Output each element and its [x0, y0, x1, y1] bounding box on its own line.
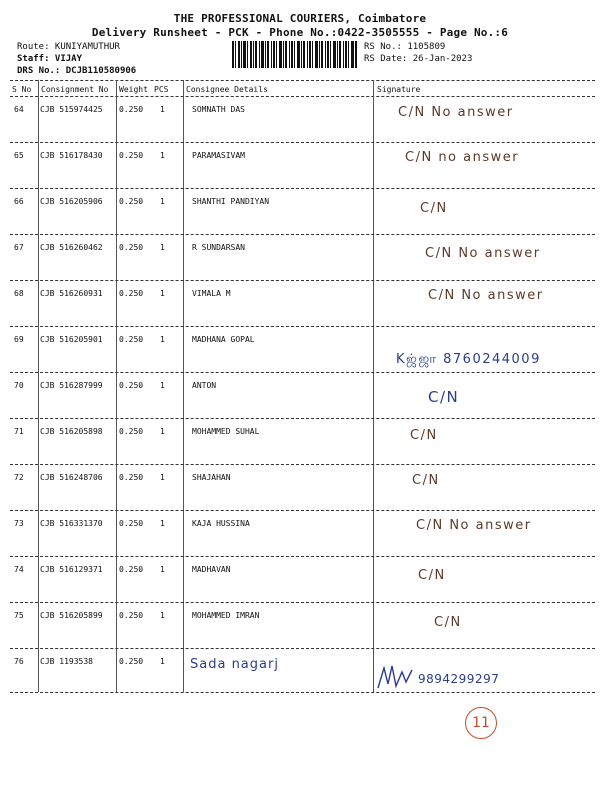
- pcs: 1: [160, 243, 165, 252]
- column-divider: [38, 80, 39, 692]
- rs-date: RS Date: 26-Jan-2023: [364, 54, 473, 64]
- pcs: 1: [160, 611, 165, 620]
- pcs: 1: [160, 427, 165, 436]
- consignment-no: CJB 515974425: [40, 105, 103, 114]
- consignment-no: CJB 516205901: [40, 335, 103, 344]
- signature-handwriting: C/N: [428, 388, 460, 406]
- column-divider: [373, 80, 374, 692]
- runsheet-subtitle: Delivery Runsheet - PCK - Phone No.:0422-3505555 - Page No.:6: [91, 26, 509, 39]
- consignee: MOHAMMED SUHAL: [192, 427, 260, 436]
- consignment-no: CJB 516129371: [40, 565, 103, 574]
- row-divider: [10, 280, 595, 281]
- col-header-sno: S No: [12, 85, 32, 94]
- weight: 0.250: [119, 335, 144, 344]
- row-divider: [10, 510, 595, 511]
- consignee: VIMALA M: [192, 289, 231, 298]
- consignee: SHANTHI PANDIYAN: [192, 197, 270, 206]
- consignment-no: CJB 516178430: [40, 151, 103, 160]
- consignment-no: CJB 516260931: [40, 289, 103, 298]
- weight: 0.250: [119, 473, 144, 482]
- consignee: ANTON: [192, 381, 217, 390]
- drs-label: DRS No.: DCJB110580906: [17, 66, 137, 76]
- sno: 66: [14, 197, 24, 206]
- signature-scribble: [376, 662, 416, 692]
- row-divider: [10, 188, 595, 189]
- staff-label: Staff: VIJAY: [17, 54, 83, 64]
- pcs: 1: [160, 519, 165, 528]
- header-bottom-rule: [10, 96, 595, 97]
- company-title: THE PROFESSIONAL COURIERS, Coimbatore: [173, 12, 427, 25]
- signature-handwriting: C/N No answer: [398, 105, 514, 120]
- sno: 76: [14, 657, 24, 666]
- signature-handwriting: C/N: [418, 568, 446, 583]
- consignee: R SUNDARSAN: [192, 243, 245, 252]
- consignment-no: CJB 1193538: [40, 657, 93, 666]
- header-top-rule: [10, 80, 595, 81]
- weight: 0.250: [119, 657, 144, 666]
- row-divider: [10, 602, 595, 603]
- row-divider: [10, 326, 595, 327]
- signature-handwriting: C/N: [420, 201, 448, 216]
- signature-handwriting: C/N: [410, 428, 438, 443]
- weight: 0.250: [119, 289, 144, 298]
- column-divider: [116, 80, 117, 692]
- consignment-no: CJB 516205898: [40, 427, 103, 436]
- row-divider: [10, 556, 595, 557]
- pcs: 1: [160, 151, 165, 160]
- col-header-pcs: PCS: [154, 85, 169, 94]
- row-divider: [10, 648, 595, 649]
- sno: 65: [14, 151, 24, 160]
- sno: 72: [14, 473, 24, 482]
- consignee: MADHANA GOPAL: [192, 335, 255, 344]
- weight: 0.250: [119, 243, 144, 252]
- consignment-no: CJB 516248706: [40, 473, 103, 482]
- column-divider: [183, 80, 184, 692]
- sno: 70: [14, 381, 24, 390]
- signature-handwriting: C/N No answer: [425, 246, 541, 261]
- consignment-no: CJB 516331370: [40, 519, 103, 528]
- pcs: 1: [160, 565, 165, 574]
- signature-handwriting: C/N: [434, 615, 462, 630]
- row-divider: [10, 418, 595, 419]
- pcs: 1: [160, 473, 165, 482]
- consignee: KAJA HUSSINA: [192, 519, 250, 528]
- pcs: 1: [160, 657, 165, 666]
- route-label: Route: KUNIYAMUTHUR: [17, 42, 120, 52]
- pcs: 1: [160, 105, 165, 114]
- sno: 74: [14, 565, 24, 574]
- pcs: 1: [160, 289, 165, 298]
- weight: 0.250: [119, 381, 144, 390]
- consignee: SOMNATH DAS: [192, 105, 245, 114]
- sno: 75: [14, 611, 24, 620]
- pcs: 1: [160, 197, 165, 206]
- consignee: MADHAVAN: [192, 565, 231, 574]
- weight: 0.250: [119, 565, 144, 574]
- handwritten-consignee-name: Sada nagarj: [190, 657, 279, 672]
- weight: 0.250: [119, 611, 144, 620]
- consignment-no: CJB 516205899: [40, 611, 103, 620]
- table-bottom-rule: [10, 692, 595, 693]
- col-header-signature: Signature: [377, 85, 421, 94]
- signature-handwriting: 9894299297: [418, 672, 500, 686]
- weight: 0.250: [119, 427, 144, 436]
- page-number-mark: 11: [465, 707, 497, 739]
- sno: 69: [14, 335, 24, 344]
- consignment-no: CJB 516287999: [40, 381, 103, 390]
- weight: 0.250: [119, 519, 144, 528]
- consignee: PARAMASIVAM: [192, 151, 245, 160]
- sno: 73: [14, 519, 24, 528]
- row-divider: [10, 234, 595, 235]
- weight: 0.250: [119, 197, 144, 206]
- col-header-consignment: Consignment No: [41, 85, 109, 94]
- consignee: MOHAMMED IMRAN: [192, 611, 260, 620]
- row-divider: [10, 372, 595, 373]
- signature-handwriting: C/N no answer: [405, 150, 520, 165]
- signature-handwriting: C/N No answer: [428, 288, 544, 303]
- consignee: SHAJAHAN: [192, 473, 231, 482]
- signature-handwriting: C/N: [412, 473, 440, 488]
- weight: 0.250: [119, 105, 144, 114]
- rs-number: RS No.: 1105809: [364, 42, 446, 52]
- sno: 71: [14, 427, 24, 436]
- sno: 67: [14, 243, 24, 252]
- row-divider: [10, 464, 595, 465]
- signature-handwriting: Kஜ்ஜா 8760244009: [396, 352, 541, 367]
- col-header-weight: Weight: [119, 85, 148, 94]
- row-divider: [10, 142, 595, 143]
- barcode: [232, 41, 358, 68]
- weight: 0.250: [119, 151, 144, 160]
- pcs: 1: [160, 381, 165, 390]
- consignment-no: CJB 516260462: [40, 243, 103, 252]
- col-header-consignee: Consignee Details: [186, 85, 268, 94]
- sno: 68: [14, 289, 24, 298]
- signature-handwriting: C/N No answer: [416, 518, 532, 533]
- sno: 64: [14, 105, 24, 114]
- pcs: 1: [160, 335, 165, 344]
- consignment-no: CJB 516205906: [40, 197, 103, 206]
